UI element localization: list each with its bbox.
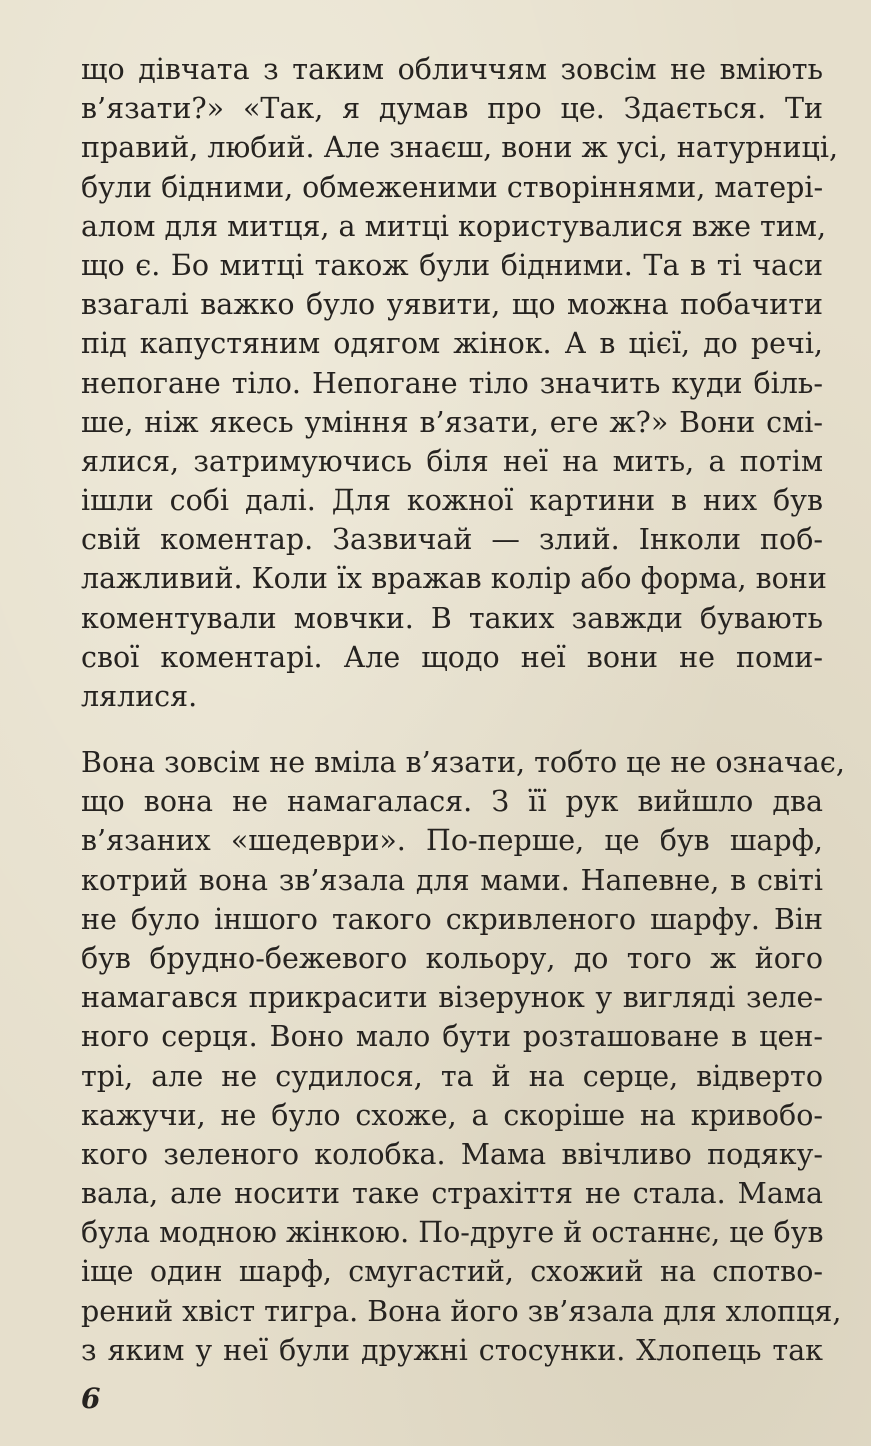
text-line: ше, ніж якесь уміння в’язати, еге ж?» Вони смі- xyxy=(81,405,823,439)
text-line: була модною жінкою. По-друге й останнє, це був xyxy=(81,1216,824,1250)
text-line: рений хвіст тигра. Вона його зв’язала для хлопця, xyxy=(81,1294,842,1328)
text-line: в’язаних «шедеври». По-перше, це був шарф, xyxy=(81,824,823,858)
text-line: котрий вона зв’язала для мами. Напевне, в світі xyxy=(81,863,823,897)
text-line: свої коментарі. Але щодо неї вони не поми- xyxy=(81,640,823,674)
text-line: були бідними, обмеженими створіннями, матері- xyxy=(81,170,824,204)
text-line: взагалі важко було уявити, що можна побачити xyxy=(81,288,823,322)
text-line: що вона не намагалася. З її рук вийшло два xyxy=(81,785,823,819)
text-line: лажливий. Коли їх вражав колір або форма, вони xyxy=(81,562,827,596)
text-line: ного серця. Воно мало бути розташоване в цен- xyxy=(81,1020,823,1054)
text-line: правий, любий. Але знаєш, вони ж усі, натурниці, xyxy=(81,131,839,165)
text-line: ялися, затримуючись біля неї на мить, а потім xyxy=(81,444,823,478)
text-line: Вона зовсім не вміла в’язати, тобто це не означає, xyxy=(81,746,845,779)
text-line: під капустяним одягом жінок. А в цієї, до речі, xyxy=(81,327,823,361)
text-line: ішли собі далі. Для кожної картини в них був xyxy=(81,484,823,518)
text-line: непогане тіло. Непогане тіло значить куди біль- xyxy=(81,366,823,400)
text-line: з яким у неї були дружні стосунки. Хлопець так xyxy=(81,1333,823,1367)
page-number: 6 xyxy=(81,1382,101,1415)
text-line: вала, але носити таке страхіття не стала. Мама xyxy=(81,1177,823,1211)
text-line: не було іншого такого скривленого шарфу. Він xyxy=(81,902,823,936)
text-line: лялися. xyxy=(81,680,198,713)
text-line: що дівчата з таким обличчям зовсім не вміють xyxy=(81,53,823,86)
text-line: алом для митця, а митці користувалися вже тим, xyxy=(81,209,827,243)
text-line: кого зеленого колобка. Мама ввічливо подяку- xyxy=(81,1137,823,1171)
paragraph-2 xyxy=(81,743,845,1370)
text-line: що є. Бо митці також були бідними. Та в ті часи xyxy=(81,248,823,282)
text-line: свій коментар. Зазвичай — злий. Інколи поб- xyxy=(81,523,823,557)
text-line: трі, але не судилося, та й на серце, відверто xyxy=(81,1059,823,1093)
text-line: намагався прикрасити візерунок у вигляді зеле- xyxy=(81,981,823,1015)
text-line: був брудно-бежевого кольору, до того ж його xyxy=(81,941,823,975)
text-line: в’язати?» «Так, я думав про це. Здається. Ти xyxy=(81,92,823,126)
text-line: іще один шарф, смугастий, схожий на спотво- xyxy=(81,1255,823,1289)
text-line: кажучи, не було схоже, а скоріше на кривобо- xyxy=(81,1098,823,1132)
text-line: коментували мовчки. В таких завжди бувають xyxy=(81,601,823,635)
paragraph-1 xyxy=(81,50,839,716)
